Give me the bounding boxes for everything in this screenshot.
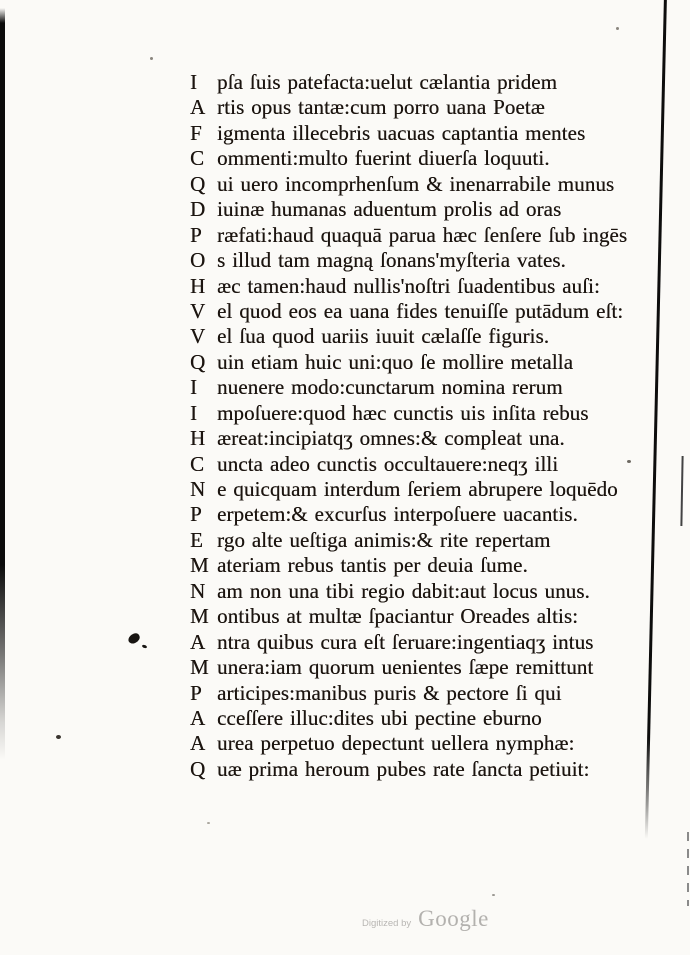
google-logo: Google (418, 906, 489, 931)
line-initial-capital: M (190, 604, 209, 629)
ink-speck (616, 27, 619, 30)
line-initial-capital: A (190, 95, 206, 120)
poem-line (190, 223, 660, 248)
line-text: rgo alte ueſtiga animis:& rite repertam (217, 527, 551, 552)
ink-speck (56, 735, 61, 739)
poem-line (190, 375, 660, 400)
line-initial-capital: H (190, 426, 206, 451)
poem-line (190, 121, 660, 146)
poem-line (190, 655, 660, 680)
poem-line (190, 172, 660, 197)
line-text: uin etiam huic uni:quo ſe mollire metalla (217, 349, 574, 374)
poem-line (190, 274, 660, 299)
line-initial-capital: H (190, 273, 206, 298)
poem-line (190, 70, 660, 95)
ink-speck (150, 57, 153, 60)
page-edge-line-faint (687, 832, 689, 906)
line-text: cceſſere illuc:dites ubi pectine eburno (217, 705, 542, 730)
line-initial-capital: D (190, 197, 206, 222)
google-watermark (362, 906, 489, 932)
line-text: uæ prima heroum pubes rate ſancta petiuit: (217, 756, 590, 781)
poem-line (190, 502, 660, 527)
line-text: ateriam rebus tantis per deuia ſume. (217, 553, 528, 578)
line-initial-capital: A (190, 629, 206, 654)
poem-line (190, 681, 660, 706)
poem-line (190, 452, 660, 477)
line-initial-capital: P (190, 502, 202, 527)
line-initial-capital: Q (190, 171, 206, 196)
poem-line (190, 630, 660, 655)
poem-line (190, 401, 660, 426)
ink-speck (207, 822, 210, 824)
line-text: ommenti:multo fuerint diuerſa loquuti. (217, 146, 550, 171)
poem-line (190, 604, 660, 629)
poem-line (190, 477, 660, 502)
line-text: s illud tam magną ſonans'myſteria vates. (217, 248, 566, 273)
line-text: pſa ſuis patefacta:uelut cælantia pridem (217, 70, 558, 94)
line-text: æc tamen:haud nullis'noſtri ſuadentibus auſi: (217, 273, 600, 298)
line-text: mpoſuere:quod hæc cunctis uis inſita rebus (217, 400, 589, 425)
line-initial-capital: Q (190, 349, 206, 374)
line-text: unera:iam quorum uenientes ſæpe remittunt (217, 655, 594, 680)
line-initial-capital: P (190, 680, 202, 705)
poem-text-block (190, 70, 660, 782)
poem-line (190, 757, 660, 782)
line-text: rtis opus tantæ:cum porro uana Poetæ (217, 95, 545, 120)
line-initial-capital: E (190, 527, 203, 552)
line-text: articipes:manibus puris & pectore ſi qui (217, 680, 562, 705)
line-text: igmenta illecebris uacuas captantia mentes (217, 120, 586, 145)
line-text: iuinæ humanas aduentum prolis ad oras (217, 197, 562, 222)
line-initial-capital: Q (190, 756, 206, 781)
poem-line (190, 299, 660, 324)
poem-line (190, 553, 660, 578)
ink-blot-tail (142, 644, 148, 649)
line-text: e quicquam interdum ſeriem abrupere loquēdo (217, 477, 618, 501)
line-text: uncta adeo cunctis occultauere:neqʒ illi (217, 451, 559, 476)
poem-line (190, 579, 660, 604)
line-initial-capital: V (190, 324, 206, 349)
ink-speck (492, 894, 495, 896)
line-initial-capital: V (190, 298, 206, 323)
ink-blot (127, 632, 142, 645)
line-initial-capital: C (190, 451, 205, 476)
poem-line (190, 528, 660, 553)
line-text: el quod eos ea uana fides tenuiſſe putādum eſt: (217, 298, 624, 323)
page-edge-line-fragment (680, 456, 683, 526)
line-initial-capital: P (190, 222, 202, 247)
line-initial-capital: O (190, 248, 206, 273)
poem-line (190, 426, 660, 451)
poem-line (190, 731, 660, 756)
poem-line (190, 146, 660, 171)
line-text: æreat:incipiatqʒ omnes:& compleat una. (217, 426, 565, 451)
poem-line (190, 324, 660, 349)
line-initial-capital: N (190, 578, 206, 603)
watermark-prefix-label: Digitized by (362, 918, 412, 929)
poem-line (190, 197, 660, 222)
line-text: am non una tibi regio dabit:aut locus unus. (217, 578, 590, 603)
poem-line (190, 350, 660, 375)
poem-line (190, 95, 660, 120)
line-text: ræfati:haud quaquā parua hæc ſenſere ſub ingēs (217, 222, 628, 247)
line-text: erpetem:& excurſus interpoſuere uacantis. (217, 502, 578, 527)
line-initial-capital: N (190, 477, 206, 501)
line-initial-capital: F (190, 120, 202, 145)
line-text: ntra quibus cura eſt ſeruare:ingentiaqʒ intus (217, 629, 594, 654)
line-text: ontibus at multæ ſpaciantur Oreades altis: (217, 604, 579, 629)
line-initial-capital: M (190, 655, 209, 680)
line-initial-capital: C (190, 146, 205, 171)
line-initial-capital: I (190, 70, 197, 94)
scan-spine-edge (0, 8, 5, 760)
line-text: el ſua quod uariis iuuit cælaſſe figuris. (217, 324, 550, 349)
line-text: urea perpetuo depectunt uellera nymphæ: (217, 731, 575, 756)
poem-line (190, 248, 660, 273)
line-initial-capital: A (190, 731, 206, 756)
line-initial-capital: M (190, 553, 209, 578)
line-initial-capital: I (190, 400, 197, 425)
line-initial-capital: I (190, 375, 197, 400)
poem-line (190, 706, 660, 731)
line-text: ui uero incomprhenſum & inenarrabile munus (217, 171, 615, 196)
line-initial-capital: A (190, 705, 206, 730)
line-text: nuenere modo:cunctarum nomina rerum (217, 375, 563, 400)
